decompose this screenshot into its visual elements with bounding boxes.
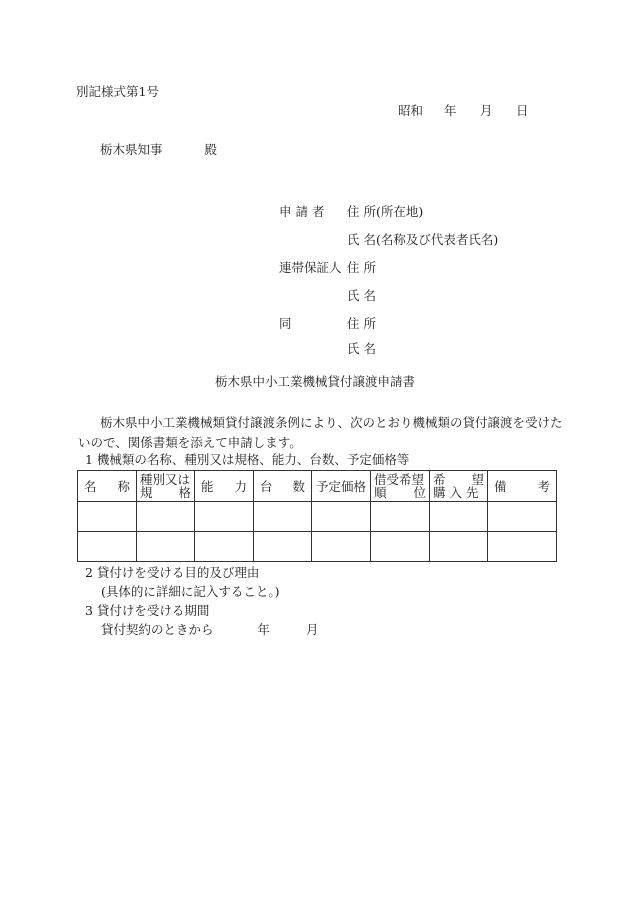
header-purchase-char2: 望 [471,472,484,487]
period-year: 年 [257,622,271,637]
table-cell[interactable] [488,532,557,562]
table-cell[interactable] [312,502,371,532]
section3-heading: 3 貸付けを受ける期間 [85,603,210,618]
addressee-name: 栃木県知事 [100,142,163,157]
header-count [254,471,312,502]
guarantor2-name-label: 氏 名 [347,341,376,356]
section2-heading: 2 貸付けを受ける目的及び理由 [85,565,260,580]
header-purchase-line2: 購 入 先 [433,485,479,500]
header-type-char1: 規 [140,485,153,500]
guarantor2-role: 同 [279,316,292,331]
header-capacity-char2: 力 [234,479,247,494]
table-header-row [78,471,557,502]
date-era: 昭和 [398,103,424,118]
header-name-char1: 名 [84,479,97,494]
table-cell[interactable] [312,532,371,562]
header-loan-line1: 借受希望 [374,472,425,487]
addressee-honorific: 殿 [204,142,218,157]
table-cell[interactable] [137,532,195,562]
header-loan-char1: 順 [374,485,387,500]
header-loan-priority [371,471,430,502]
header-purchase [430,471,488,502]
period-line [101,622,319,638]
applicant-address-label: 住 所(所在地) [347,204,424,219]
header-remarks [488,471,557,502]
header-loan-char2: 位 [413,485,426,500]
addressee [100,142,217,158]
header-type-line1: 種別又は [140,472,191,487]
guarantor-name-label: 氏 名 [347,288,376,303]
guarantor2-address-label: 住 所 [347,316,376,331]
header-name-char2: 称 [117,479,130,494]
form-number: 別記様式第1号 [76,84,159,99]
applicant-role: 申 請 者 [279,204,325,219]
table-row [78,532,557,562]
table-cell[interactable] [371,502,430,532]
date-day: 日 [516,103,529,118]
table-cell[interactable] [430,502,488,532]
header-type-char2: 格 [178,485,191,500]
section1-heading: 1 機械類の名称、種別又は規格、能力、台数、予定価格等 [85,452,410,467]
table-cell[interactable] [195,532,254,562]
table-cell[interactable] [78,532,137,562]
table-cell[interactable] [254,502,312,532]
table-row [78,502,557,532]
header-price: 予定価格 [312,471,371,502]
table-cell[interactable] [195,502,254,532]
header-remarks-char2: 考 [537,479,550,494]
table-cell[interactable] [137,502,195,532]
date-line [398,103,529,119]
table-cell[interactable] [488,502,557,532]
header-name [78,471,137,502]
table-cell[interactable] [78,502,137,532]
header-count-char2: 数 [292,479,305,494]
date-year: 年 [444,103,457,118]
machinery-table [77,470,557,562]
header-purchase-char1: 希 [433,472,446,487]
header-capacity-char1: 能 [201,479,214,494]
guarantor-address-label: 住 所 [347,260,376,275]
document-title: 栃木県中小工業機械貸付譲渡申請書 [214,374,415,389]
header-remarks-char1: 備 [494,479,507,494]
header-type [137,471,195,502]
header-count-char1: 台 [260,479,273,494]
table-cell[interactable] [254,532,312,562]
table-cell[interactable] [430,532,488,562]
applicant-name-label: 氏 名(名称及び代表者氏名) [347,232,499,247]
period-month: 月 [306,622,319,637]
table-cell[interactable] [371,532,430,562]
date-month: 月 [480,103,493,118]
section2-note: (具体的に詳細に記入すること。) [101,584,280,599]
period-label: 貸付契約のときから [101,622,214,637]
header-capacity [195,471,254,502]
guarantor-role: 連帯保証人 [279,260,342,275]
body-text: 栃木県中小工業機械類貸付譲渡条例により、次のとおり機械類の貸付譲渡を受けたいので、関係書類を添えて申請します。 [78,415,563,450]
